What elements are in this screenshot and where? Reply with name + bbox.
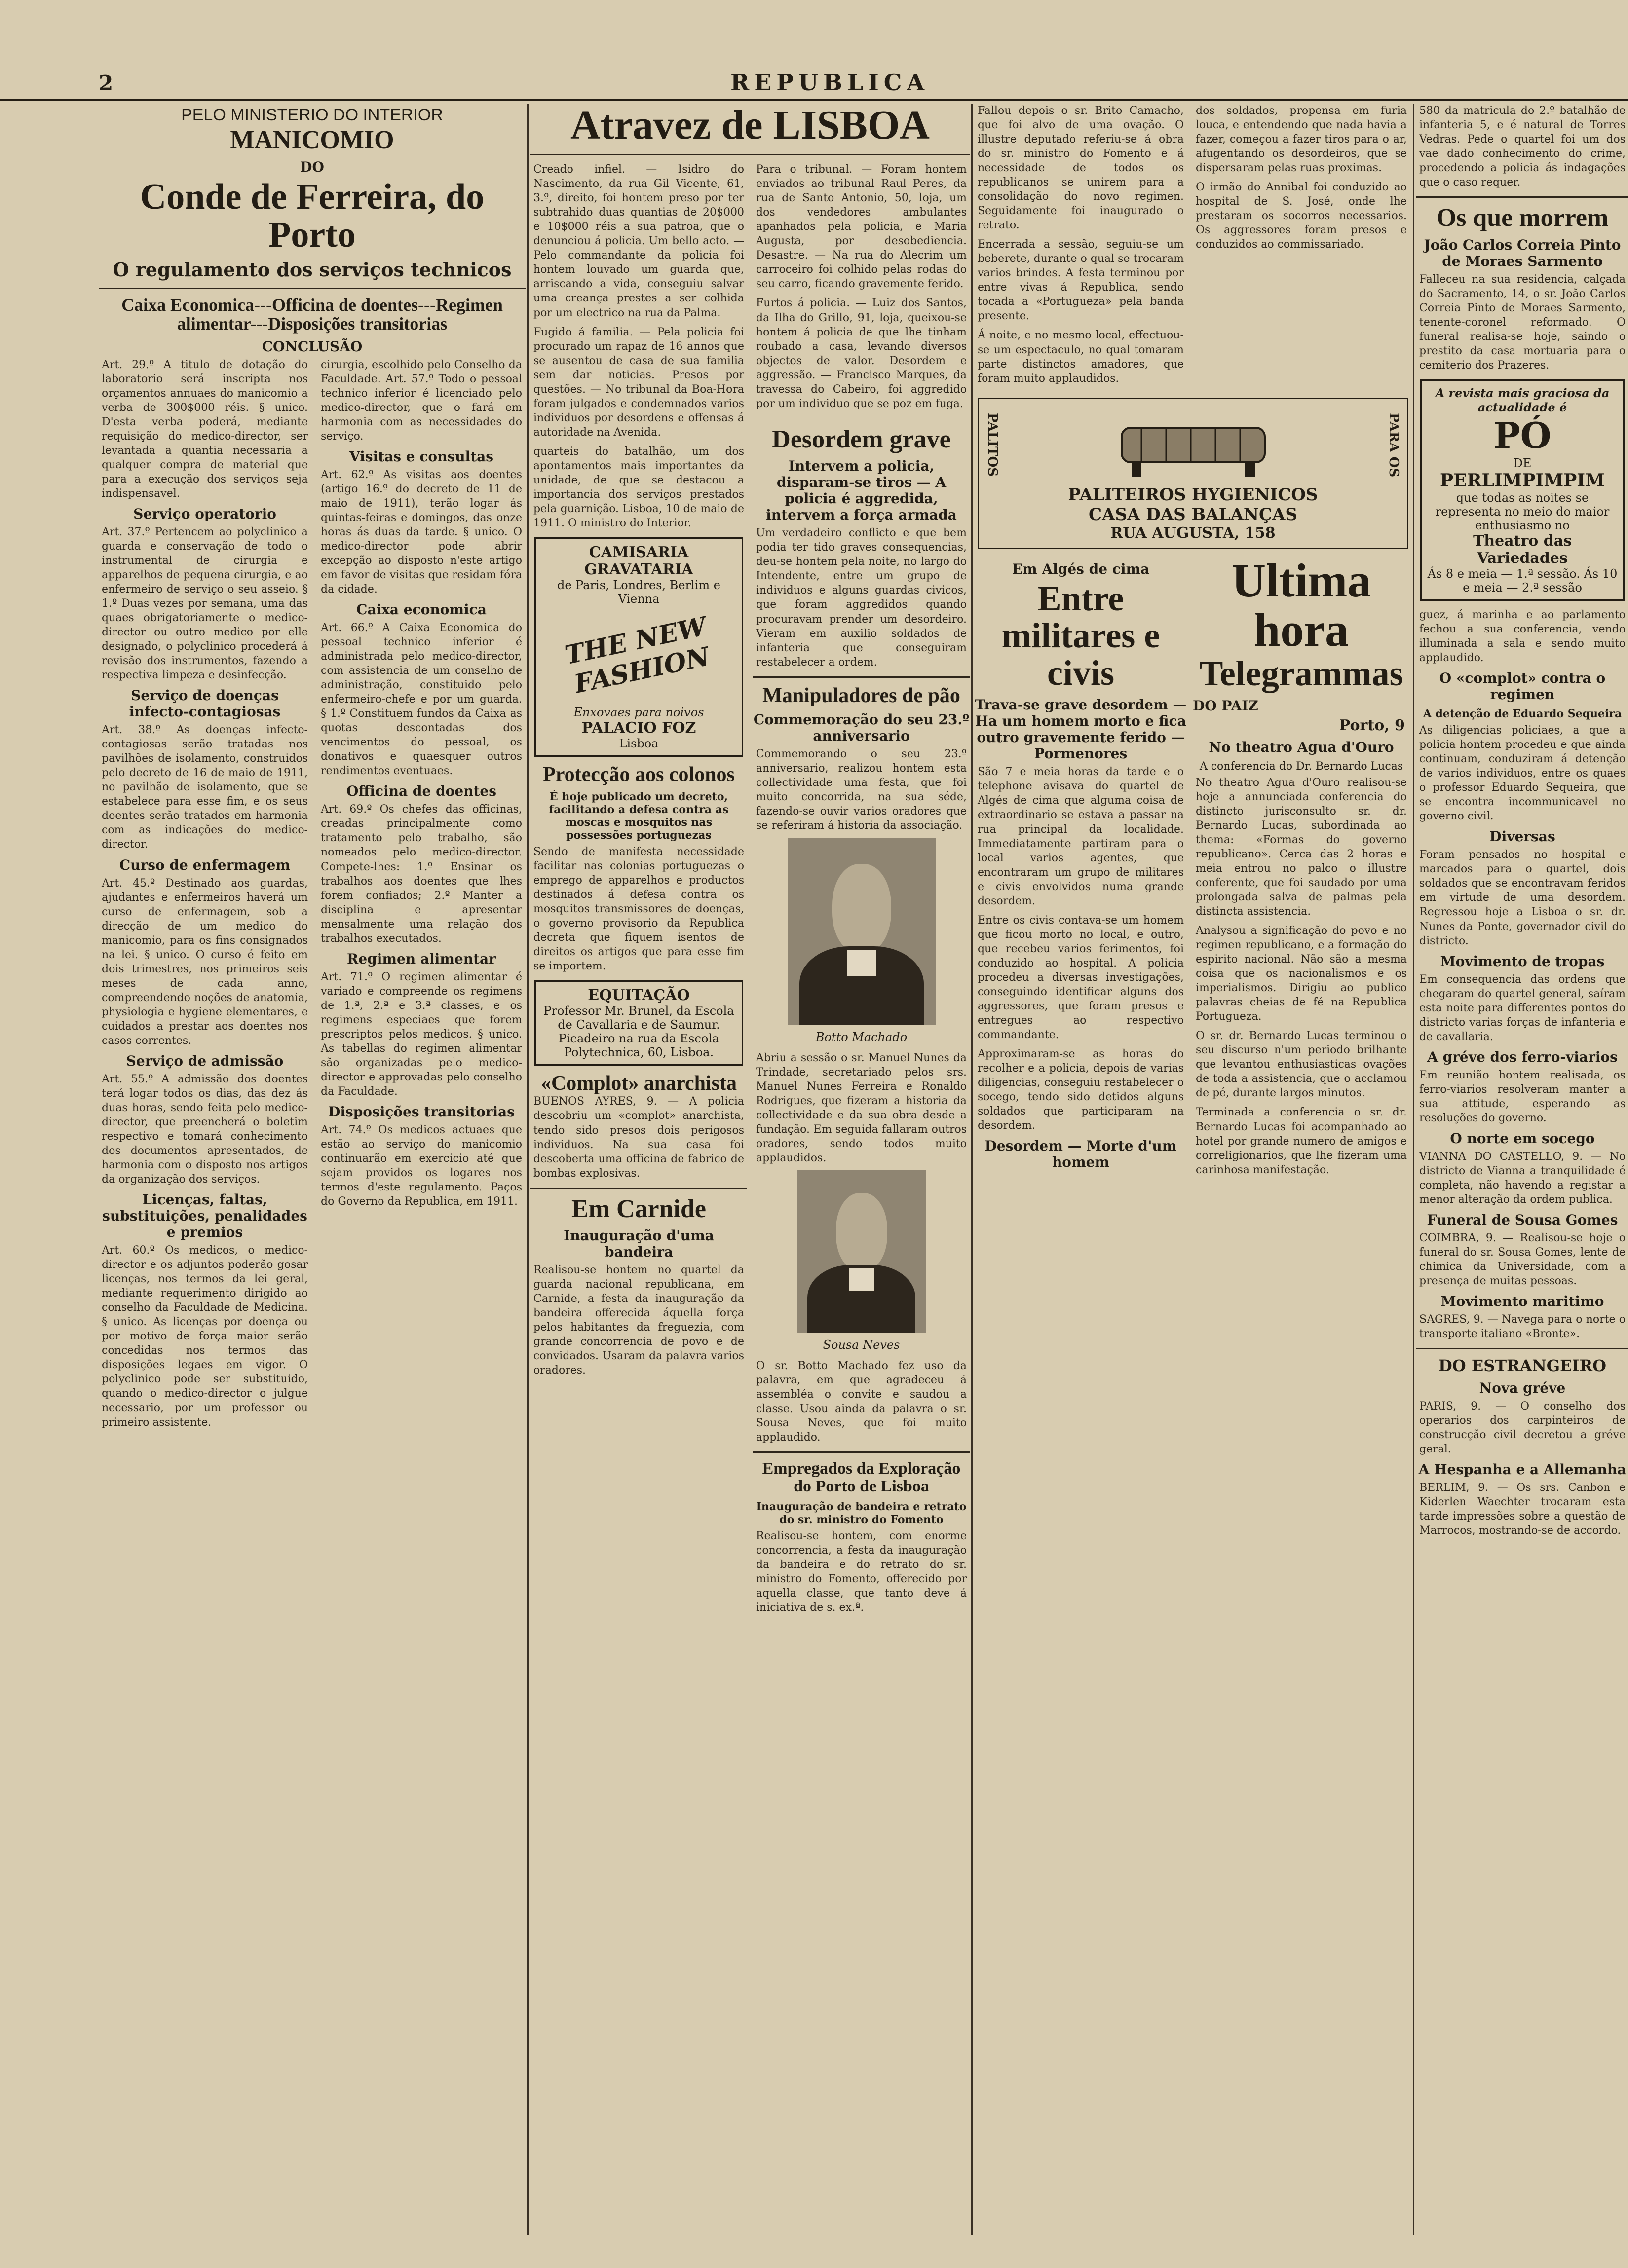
paragraph: BERLIM, 9. — Os srs. Canbon e Kiderlen Waechter trocaram esta tarde impressões sobre a questão de Marrocos, mostrando-se de accordo. <box>1419 1482 1626 1537</box>
paragraph: Furtos á policia. — Luiz dos Santos, da Ilha do Grillo, 91, loja, queixou-se hontem á policia de que lhe tinham roubado a casa, levando diversos objectos de valor. Desordem e aggressão. — Francisco Marques, da travessa do Cabeiro, foi aggredido por um individuo que se poz em fuga. <box>756 297 967 410</box>
ad-equitacao-title: EQUITAÇÃO <box>588 987 690 1004</box>
paragraph: Um verdadeiro conflicto e que bem podia ter tido graves consequencias, deu-se hontem pela noite, no largo do Intendente, entre um grupo de individuos e alguns guardas civicos, que foram aggredidos quando procuravam prender um desordeiro. Vieram em auxilio soldados de infanteria que conseguiram restabelecer a ordem. <box>756 527 967 669</box>
subcolumn-right <box>753 162 970 1620</box>
section-conclusao: CONCLUSÃO <box>262 338 363 355</box>
ad-palit-title: PALITEIROS HYGIENICOS <box>1068 484 1318 505</box>
caption-sousa-neves: Sousa Neves <box>823 1338 900 1352</box>
divider <box>753 418 970 419</box>
ad-gravataria: GRAVATARIA <box>584 560 693 578</box>
ad-de: DE <box>1513 456 1532 470</box>
paragraph: Realisou-se hontem, com enorme concorrencia, a festa da inauguração da bandeira e do retrato do sr. ministro do Fomento, offerecido por aquella classe, que tanto deve á iniciativa de s. ex.ª. <box>756 1529 967 1614</box>
subheadline-manipuladores: Commemoração do seu 23.º anniversario <box>753 711 970 744</box>
headline-desordem-grave: Desordem grave <box>772 425 951 453</box>
paragraph: No theatro Agua d'Ouro realisou-se hoje a annunciada conferencia do distincto jurisconsulto sr. dr. Bernardo Lucas, subordinada ao thema: «Formas do governo republicano». Cerca das 2 horas e meia entrou no palco o illustre conferente, que foi saudado por uma prolongada salva de palmas pela distincta assistencia. <box>1196 776 1407 918</box>
paragraph: Art. 29.º A titulo de dotação do laboratorio será inscripta nos orçamentos annuaes do manicomio a verba de 300$000 réis. § unico. D'esta verba poderá, mediante requisição do medico-director, ser levantada a quantia necessaria a qualquer compra de material que para a execução dos serviços seja indispensavel. <box>102 358 308 500</box>
paragraph: Creado infiel. — Isidro do Nascimento, da rua Gil Vicente, 61, 3.º, direito, foi hontem preso por ter subtrahido duas quantias de 20$000 e 10$000 réis a sua patroa, que o denunciou á policia. Um bello acto. — Pelo commandante da policia foi hontem louvado um guarda que, arriscando a vida, conseguiu salvar uma creança prestes a ser colhida por um electrico na rua da Palma. <box>533 163 744 319</box>
ad-casa: CASA DAS BALANÇAS <box>1089 504 1297 524</box>
paragraph: quarteis do batalhão, um dos apontamentos mais importantes da unidade, de que se destacou a importancia dos serviços prestados pela guarnição. Lisboa, 10 de maio de 1911. O ministro do Interior. <box>533 445 744 529</box>
subcolumn-left <box>975 104 1187 391</box>
ad-equitacao-body: Professor Mr. Brunel, da Escola de Cavallaria e de Saumur. Picadeiro na rua da Escola Polytechnica, 60, Lisboa. <box>543 1004 734 1060</box>
section-heading: Visitas e consultas <box>349 448 494 465</box>
section-heading: Nova gréve <box>1479 1380 1566 1397</box>
section-heading: Serviço de admissão <box>126 1052 284 1069</box>
divider <box>753 676 970 678</box>
paragraph: Entre os civis contava-se um homem que ficou morto no local, e outro, que recebeu varios ferimentos, foi conduzido ao hospital. A policia procedeu a diversas investigações, conseguindo identificar alguns dos aggressores, que foram presos e entregues ao respectivo commandante. <box>978 914 1184 1041</box>
ad-enxovaes: Enxovaes para noivos <box>573 705 704 719</box>
portrait-face <box>836 1193 887 1271</box>
column-rule <box>527 104 529 2235</box>
subheadline-complot: A detenção de Eduardo Sequeira <box>1423 707 1622 721</box>
ad-palacio: PALACIO FOZ <box>581 719 696 737</box>
subcolumn-right <box>318 358 525 1435</box>
column-rule <box>971 104 973 2235</box>
section-estrangeiro: DO ESTRANGEIRO <box>1439 1356 1606 1376</box>
section-heading: Caixa economica <box>356 601 487 618</box>
paragraph: Fugido á familia. — Pela policia foi procurado um rapaz de 16 annos que se ausentou de casa de sua familia sem dar noticias. Presos por questões. — No tribunal da Boa-Hora foram julgados e condemnados varios individuos por desordens e offensas á autoridade na Avenida. <box>533 326 744 439</box>
headline-telegrammas: Telegrammas <box>1199 654 1403 694</box>
subcolumn-right <box>1193 556 1410 1182</box>
headline-atravez-lisboa: Atravez de LISBOA <box>570 104 930 148</box>
column-lisboa <box>530 104 970 2235</box>
ad-cities: de Paris, Londres, Berlim e Vienna <box>557 578 720 606</box>
subheadline-regulamento: O regulamento dos serviços technicos <box>113 258 512 281</box>
ad-brand: THE NEW FASHION <box>562 611 713 700</box>
divider <box>753 1451 970 1453</box>
section-heading: No theatro Agua d'Ouro <box>1209 739 1394 755</box>
paragraph: guez, á marinha e ao parlamento fechou a sua conferencia, vendo illuminada a sala e sendo muito applaudido. <box>1419 609 1626 665</box>
paragraph: Art. 69.º Os chefes das officinas, creadas principalmente como tratamento pelo trabalho, são nomeados pelo medico-director. Compete-lhes: 1.º Ensinar os trabalhos aos doentes que lhes forem confiados; 2.º Manter a disciplina e apresentar mensalmente uma relação dos trabalhos executados. <box>321 803 522 945</box>
label-do-paiz: DO PAIZ <box>1193 697 1258 714</box>
paragraph: Approximaram-se as horas do recolher e a policia, depois de varias diligencias, conseguiu restabelecer o socego, tendo sido detidos alguns soldados que participaram na desordem. <box>978 1047 1184 1132</box>
divider <box>99 288 526 289</box>
paragraph: Art. 38.º As doenças infecto-contagiosas serão tratadas nos pavilhões de isolamento, construidos pelo decreto de 16 de maio de 1911, no pavilhão de isolamento, que se estabelece para esse fim, e os seus doentes serão tratados em harmonia com as indicações do medico-director. <box>102 724 308 851</box>
divider <box>1416 196 1628 198</box>
section-heading: Movimento maritimo <box>1440 1293 1604 1310</box>
section-heading: Officina de doentes <box>346 783 497 800</box>
paragraph: O sr. dr. Bernardo Lucas terminou o seu discurso n'um periodo brilhante que levantou enthusiasticas ovações de toda a assistencia, que o acclamou de pé, durante largos minutos. <box>1196 1030 1407 1100</box>
paragraph: Art. 37.º Pertencem ao polyclinico a guarda e conservação de todo o instrumental de cirurgia e apparelhos de pequena cirurgia, e ao enfermeiro de serviço o seu asseio. § 1.º Duas vezes por semana, uma das quaes obrigatoriamente o medico-director ou outro medico por elle designado, o polyclinico procederá á revisão dos instrumentos, fazendo a respectiva limpeza e desinfecção. <box>102 525 308 682</box>
article-kicker: PELO MINISTERIO DO INTERIOR <box>181 106 443 124</box>
ad-perlimpimpim-title: PERLIMPIMPIM <box>1440 470 1605 491</box>
ad-po: PÓ <box>1493 414 1552 456</box>
paliteiro-illustration <box>1112 408 1275 482</box>
headline-manipuladores: Manipuladores de pão <box>762 684 960 707</box>
ad-palit-left: PALITOS <box>985 413 1000 477</box>
headline-os-que-morrem: Os que morrem <box>1436 204 1609 232</box>
divider <box>1416 1348 1628 1349</box>
kicker-alges: Em Algés de cima <box>1012 560 1150 577</box>
subheadline-obituary: João Carlos Correia Pinto de Moraes Sarmento <box>1424 236 1621 269</box>
dateline-porto: Porto, 9 <box>1339 716 1405 734</box>
paragraph: Art. 60.º Os medicos, o medico-director e os adjuntos poderão gosar licenças, nos termos da lei geral, mediante requerimento dirigido ao conselho da Faculdade de Medicina. § unico. As licenças por doença ou por motivo de força maior serão concedidas nos termos das disposições legaes em vigor. O polyclinico pode ser substituido, quando o medico-director o julgue necessario, por um professor ou primeiro assistente. <box>102 1244 308 1429</box>
divider <box>530 1188 747 1189</box>
ad-theatro: Theatro das Variedades <box>1473 532 1572 567</box>
subcolumn-left <box>99 358 311 1435</box>
headline-ultima-hora: Ultima hora <box>1231 554 1371 657</box>
subcolumn-left <box>975 556 1187 1182</box>
ad-paliteiros-row <box>985 405 1401 485</box>
headline-do: DO <box>300 158 324 175</box>
subheadline-carnide: Inauguração d'uma bandeira <box>564 1227 714 1261</box>
divider <box>530 154 970 155</box>
headline-carnide: Em Carnide <box>571 1194 706 1223</box>
section-heading: Serviço de doenças infecto-contagiosas <box>129 687 281 720</box>
paragraph: Encerrada a sessão, seguiu-se um beberete, durante o qual se trocaram varios brindes. A festa terminou por entre vivas á Republica, sendo tocada a «Portugueza» pela banda presente. <box>978 238 1184 323</box>
portrait-collar <box>849 1268 874 1291</box>
paragraph: Á noite, e no mesmo local, effectuou-se um espectaculo, no qual tomaram parte distinctos amadores, que foram muito applaudidos. <box>978 329 1184 385</box>
section-heading: O «complot» contra o regimen <box>1439 670 1606 703</box>
section-heading: Disposições transitorias <box>328 1103 515 1120</box>
ad-perlimpimpim <box>1420 379 1625 601</box>
section-heading: Serviço operatorio <box>133 505 276 522</box>
section-heading: Diversas <box>1489 828 1555 845</box>
subcolumn-left <box>530 162 747 1620</box>
paragraph: VIANNA DO CASTELLO, 9. — No districto de Vianna a tranquilidade é completa, não havendo a registar a menor alteração da ordem publica. <box>1419 1150 1626 1206</box>
paragraph: Art. 66.º A Caixa Economica do pessoal technico inferior é administrada pelo medico-director, com assistencia de um conselho de administração, constituido pelo enfermeiro-chefe e por um guarda. § 1.º Constituem fundos da Caixa as quotas descontadas dos vencimentos do pessoal, os donativos e quaesquer outros rendimentos eventuaes. <box>321 622 522 778</box>
ad-city: Lisboa <box>619 736 659 750</box>
portrait-collar <box>847 950 876 976</box>
ad-perlim-mid: que todas as noites se representa no meio do maior enthusiasmo no <box>1435 491 1610 532</box>
paragraph: O sr. Botto Machado fez uso da palavra, em que agradeceu á assembléa o convite e saudou a classe. Usou ainda da palavra o sr. Sousa Neves, que foi muito applaudido. <box>756 1360 967 1444</box>
subheadline-desordem: Intervem a policia, disparam-se tiros — A policia é aggredida, intervem a força armada <box>766 458 957 523</box>
paragraph: Art. 45.º Destinado aos guardas, ajudantes e enfermeiros haverá um curso de enfermagem, sob a direcção de um medico do manicomio, para os fins consignados na lei. § unico. O curso é feito em dois trimestres, nos primeiros seis meses de cada anno, compreendendo noções de anatomia, physiologia e hygiene elementares, e cuidados a prestar aos doentes nos casos correntes. <box>102 877 308 1047</box>
portrait-sousa-neves <box>797 1170 926 1333</box>
paragraph: BUENOS AYRES, 9. — A policia descobriu um «complot» anarchista, tendo sido presos dois perigosos individuos. Na sua casa foi descoberta uma officina de fabrico de bombas explosivas. <box>533 1095 744 1180</box>
headline-complot: «Complot» anarchista <box>540 1072 737 1095</box>
paragraph: Art. 71.º O regimen alimentar é variado e compreende os regimens de 1.ª, 2.ª e 3.ª classes, e os regimens especiaes que forem prescriptos pelos medicos. § unico. As tabellas do regimen alimentar são organizadas pelo medico-director e approvadas pelo conselho da Faculdade. <box>321 970 522 1098</box>
subheadline-empregados: Inauguração de bandeira e retrato do sr. ministro do Fomento <box>756 1500 967 1526</box>
paragraph: Art. 62.º As visitas aos doentes (artigo 16.º do decreto de 11 de maio de 1911), terão logar ás quintas-feiras e domingos, das onze horas ás duas da tarde. § unico. O medico-director pode abrir excepção ao disposto n'este artigo em favor de visitas que residam fóra da cidade. <box>321 468 522 595</box>
headline-empregados: Empregados da Exploração do Porto de Lisboa <box>762 1459 961 1496</box>
page-number: 2 <box>99 71 114 95</box>
paragraph: Para o tribunal. — Foram hontem enviados ao tribunal Raul Peres, da rua de Santo Antonio, 50, loja, um dos vendedores ambulantes apanhados pela policia, e Maria Augusta, por desobediencia. Desastre. — Na rua do Alecrim um carroceiro foi colhido pelas rodas do seu carro, ficando gravemente ferido. <box>756 163 967 291</box>
ad-sessoes: Ás 8 e meia — 1.ª sessão. Ás 10 e meia — 2.ª sessão <box>1427 567 1618 595</box>
paragraph: PARIS, 9. — O conselho dos operarios dos carpinteiros de construcção civil decretou a gréve geral. <box>1419 1400 1626 1456</box>
headline-conde-ferreira: Conde de Ferreira, do Porto <box>140 176 485 256</box>
paragraph: 580 da matricula do 2.º batalhão de infanteria 5, e é natural de Torres Vedras. Pede o quartel foi um dos vae dado conhecimento do crime, procedendo a policia ás indagações que o caso requer. <box>1419 105 1626 189</box>
section-heading: Licenças, faltas, substituições, penalidades e premios <box>102 1191 307 1241</box>
section-heading: Desordem — Morte d'um homem <box>984 1138 1177 1171</box>
paragraph: Commemorando o seu 23.º anniversario, realizou hontem esta collectividade uma festa, que foi muito concorrida, na sua séde, fazendo-se ouvir varios oradores que se referiram á historia da associação. <box>756 747 967 832</box>
paragraph: Art. 74.º Os medicos actuaes que estão ao serviço do manicomio continuarão em exercicio até que sejam providos os logares nos termos d'este regulamento. Paços do Governo da Republica, em 1911. <box>321 1123 522 1208</box>
ad-equitacao <box>534 980 743 1066</box>
paragraph: Analysou a significação do povo e no regimen republicano, e a formação do espirito nacional. Não são a mesma coisa que os nacionalismos e os imperialismos. Dirigiu ao publico palavras cheias de fé na Republica Portugueza. <box>1196 925 1407 1023</box>
paragraph: Terminada a conferencia o sr. dr. Bernardo Lucas foi acompanhado ao hotel por grande numero de amigos e correligionarios, que lhe fizeram uma carinhosa manifestação. <box>1196 1106 1407 1176</box>
section-heading: Curso de enfermagem <box>119 856 291 873</box>
paragraph: São 7 e meia horas da tarde e o telephone avisava do quartel de Algés de cima que alguma coisa de extraordinario se estava a passar na rua principal da localidade. Immediatamente partiram para o local varios agentes, que encontraram um grupo de militares e civis envolvidos numa grande desordem. <box>978 766 1184 907</box>
paragraph: Fallou depois o sr. Brito Camacho, que foi alvo de uma ovação. O illustre deputado referiu-se á obra do sr. ministro do Fomento e á necessidade de todos os republicanos se unirem para a consolidação do novo regimen. Seguidamente foi inaugurado o retrato. <box>978 105 1184 232</box>
ad-rua: RUA AUGUSTA, 158 <box>1110 524 1276 542</box>
subcolumn-right <box>1193 104 1410 391</box>
paragraph: COIMBRA, 9. — Realisou-se hoje o funeral do sr. Sousa Gomes, lente de chimica da Universidade, com a presença de muitas pessoas. <box>1419 1231 1626 1288</box>
paragraph: cirurgia, escolhido pelo Conselho da Faculdade. Art. 57.º Todo o pessoal technico inferior é licenciado pelo medico-director, que o fará em harmonia com as necessidades do serviço. <box>321 358 522 443</box>
column-manicomio <box>99 104 526 2235</box>
lisboa-news-body <box>530 162 970 1620</box>
page-header <box>0 64 1628 101</box>
third-body <box>975 104 1411 391</box>
paragraph: Abriu a sessão o sr. Manuel Nunes da Trindade, secretariado pelos srs. Manuel Nunes Ferreira e Ronaldo Rodrigues, que fizeram a historia da collectividade e da sua obra desde a fundação. Em seguida fallaram outros oradores, sendo todos muito applaudidos. <box>756 1051 967 1165</box>
ad-revista: A revista mais graciosa da actualidade é <box>1435 386 1610 414</box>
portrait-botto-machado <box>788 838 936 1025</box>
paragraph: Realisou-se hontem no quartel da guarda nacional republicana, em Carnide, a festa da inauguração da bandeira offerecida áquella força pelos habitantes da freguezia, com grande concorrencia de povo e de convidados. Usaram da palavra varios oradores. <box>533 1264 744 1377</box>
third-body-lower <box>975 556 1411 1182</box>
ad-paliteiros <box>978 398 1408 549</box>
section-heading: Movimento de tropas <box>1440 953 1605 969</box>
paragraph: As diligencias policiaes, a que a policia hontem procedeu e que ainda continuam, conduziram á detenção de varios individuos, entre os quaes o professor Eduardo Sequeira, que se encontra incommunicavel no governo civil. <box>1419 724 1626 823</box>
paragraph: dos soldados, propensa em furia louca, e entendendo que nada havia a fazer, começou a fazer tiros para o ar, afugentando os desordeiros, que se dispersaram pelas ruas proximas. <box>1196 105 1407 175</box>
column-third <box>975 104 1411 2235</box>
paragraph: Em consequencia das ordens que chegaram do quartel general, saíram esta noite para differentes pontos do districto varias forças de infanteria e de cavallaria. <box>1419 973 1626 1043</box>
two-col-body <box>99 358 526 1435</box>
column-rule <box>1413 104 1414 2235</box>
section-heading: O norte em socego <box>1450 1130 1595 1147</box>
headline-caixa: Caixa Economica---Officina de doentes---Regimen alimentar---Disposições transitorias <box>121 295 503 334</box>
ad-palit-right: PARA OS <box>1386 412 1401 477</box>
section-heading: Regimen alimentar <box>347 950 496 967</box>
section-heading: Funeral de Sousa Gomes <box>1427 1211 1618 1228</box>
headline-proteccao: Protecção aos colonos <box>543 763 735 786</box>
section-heading: A gréve dos ferro-viarios <box>1427 1048 1618 1065</box>
column-fourth <box>1416 104 1628 2235</box>
section-heading: A Hespanha e a Allemanha <box>1418 1461 1627 1478</box>
paragraph: Foram pensados no hospital e marcados para o quartel, dois soldados que se encontravam feridos em virtude de uma desordem. Regressou hoje a Lisboa o sr. dr. Nunes da Ponte, governador civil do districto. <box>1419 849 1626 947</box>
paragraph: SAGRES, 9. — Navega para o norte o transporte italiano «Bronte». <box>1419 1313 1626 1340</box>
paragraph: Art. 55.º A admissão dos doentes terá logar todos os dias, das dez ás duas horas, sendo feita pelo medico-director, que preencherá o boletim respectivo e tomará conhecimento dos documentos apresentados, de harmonia com o disposto nos artigos da organização dos serviços. <box>102 1073 308 1186</box>
paragraph: O irmão do Annibal foi conduzido ao hospital de S. José, onde lhe prestaram os socorros necessarios. Os aggressores foram presos e conduzidos ao commissariado. <box>1196 181 1407 251</box>
subheadline-entre: Trava-se grave desordem — Ha um homem morto e fica outro gravemente ferido — Pormenores <box>975 697 1187 762</box>
subheadline-proteccao: É hoje publicado um decreto, facilitando a defesa contra as moscas e mosquitos nas possessões portuguezas <box>549 790 729 842</box>
subheadline-conferencia: A conferencia do Dr. Bernardo Lucas <box>1199 760 1403 773</box>
newspaper-name: REPUBLICA <box>730 69 930 96</box>
ad-new-fashion <box>534 537 743 757</box>
paragraph: Sendo de manifesta necessidade facilitar nas colonias portuguezas o emprego de apparelhos e productos destinados á defesa contra os mosquitos transmissores de doenças, o governo provisorio da Republica decreta que fiquem isentos de direitos os artigos que para esse fim se importem. <box>533 846 744 973</box>
paragraph: Em reunião hontem realisada, os ferro-viarios resolveram manter a sua attitude, esperando as resoluções do governo. <box>1419 1069 1626 1124</box>
caption-botto-machado: Botto Machado <box>815 1030 908 1044</box>
headline-manicomio: MANICOMIO <box>230 126 394 154</box>
paragraph: Falleceu na sua residencia, calçada do Sacramento, 14, o sr. João Carlos Correia Pinto de Moraes Sarmento, tenente-coronel reformado. O funeral realisa-se hoje, saindo o prestito da casa mortuaria para o cemiterio dos Prazeres. <box>1419 273 1626 372</box>
portrait-face <box>832 864 891 954</box>
ad-camisaria: CAMISARIA <box>589 543 689 561</box>
headline-entre-militares: Entre militares e civis <box>1001 578 1160 693</box>
